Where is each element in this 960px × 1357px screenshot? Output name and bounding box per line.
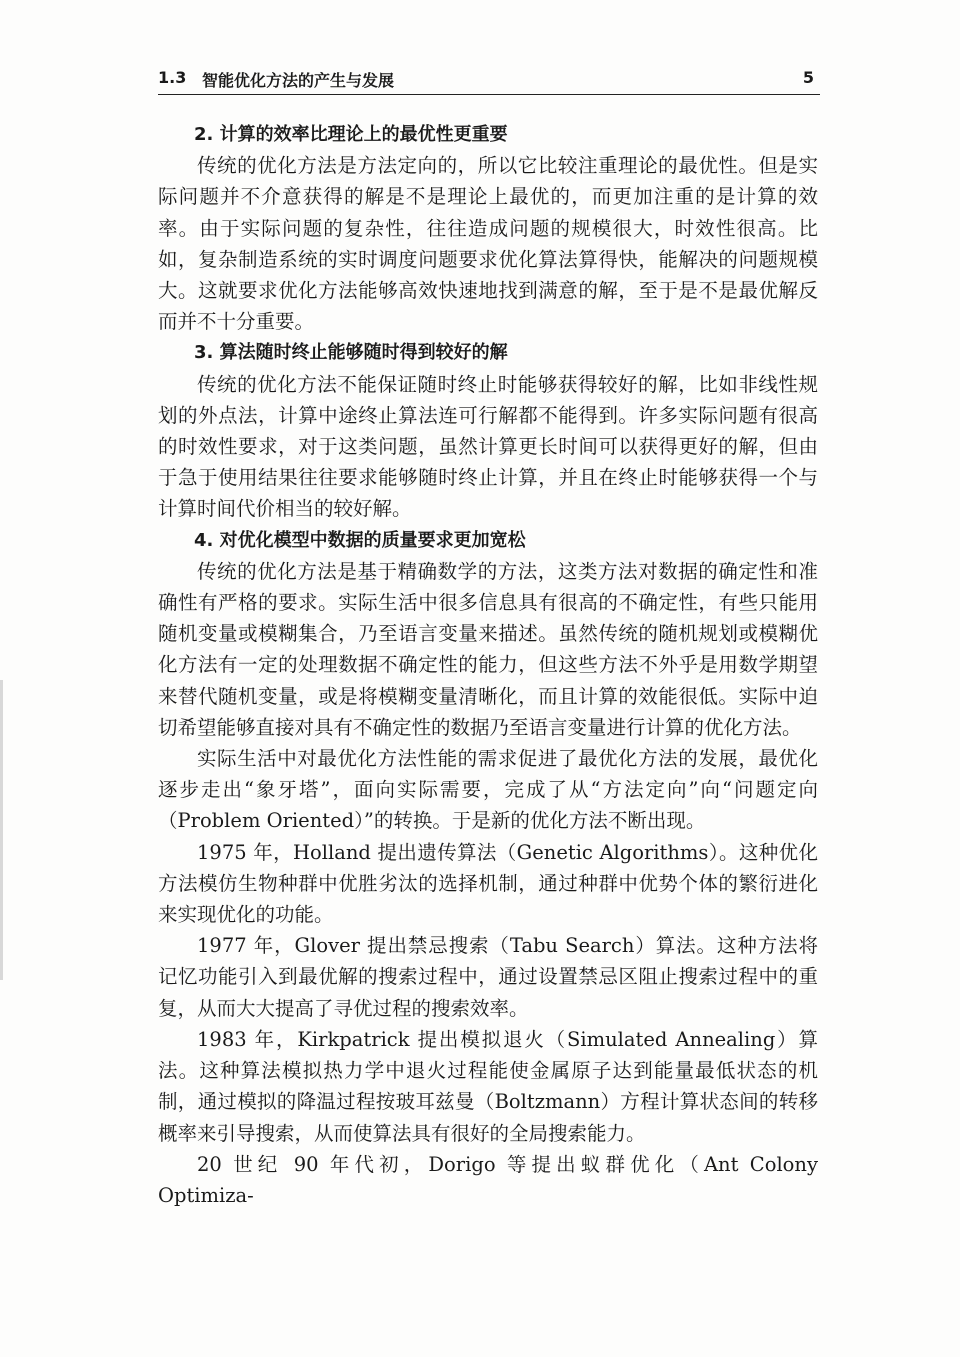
paragraph-ant-colony: 20 世纪 90 年代初，Dorigo 等提出蚁群优化（Ant Colony Optimiza- bbox=[158, 1152, 818, 1207]
paragraph-tabu-search: 1977 年，Glover 提出禁忌搜索（Tabu Search）算法。这种方法将记忆功能引入到最优解的搜索过程中，通过设置禁忌区阻止搜索过程中的重复，从而大大提高了寻优过程的搜索效率。 bbox=[158, 934, 818, 1020]
subheading-efficiency: 2. 计算的效率比理论上的最优性更重要 bbox=[194, 124, 508, 145]
paragraph: 传统的优化方法不能保证随时终止时能够获得较好的解，比如非线性规划的外点法，计算中途终止算法连可行解都不能得到。许多实际问题有很高的时效性要求，对于这类问题，虽然计算更长时间可以获得更好的解，但由于急于使用结果往往要求能够随时终止计算，并且在终止时能够获得一个与计算时间代价相当的较好解。 bbox=[158, 372, 818, 521]
subheading-data-quality: 4. 对优化模型中数据的质量要求更加宽松 bbox=[194, 529, 526, 551]
section-title: 智能优化方法的产生与发展 bbox=[202, 71, 395, 90]
subheading-anytime-termination: 3. 算法随时终止能够随时得到较好的解 bbox=[194, 342, 508, 364]
paragraph-simulated-annealing: 1983 年，Kirkpatrick 提出模拟退火（Simulated Annealing）算法。这种算法模拟热力学中退火过程能使金属原子达到能量最低状态的机制，通过模拟的降温过程按玻耳兹曼（Boltzmann）方程计算状态间的转移概率来引导搜索，从而使算法具有很好的全局搜索能力。 bbox=[158, 1027, 818, 1145]
running-header bbox=[158, 66, 820, 95]
paragraph: 实际生活中对最优化方法性能的需求促进了最优化方法的发展，最优化逐步走出“象牙塔”，面向实际需要，完成了从“方法定向”向“问题定向（Problem Oriented）”的转换。于是新的优化方法不断出现。 bbox=[158, 747, 818, 833]
page-number: 5 bbox=[802, 68, 814, 87]
paragraph: 传统的优化方法是方法定向的，所以它比较注重理论的最优性。但是实际问题并不介意获得的解是不是理论上最优的，而更加注重的是计算的效率。由于实际问题的复杂性，往往造成问题的规模很大，时效性很高。比如，复杂制造系统的实时调度问题要求优化算法算得快，能解决的问题规模大。这就要求优化方法能够高效快速地找到满意的解，至于是不是最优解反而并不十分重要。 bbox=[158, 154, 818, 334]
scan-edge-shadow bbox=[0, 680, 3, 980]
paragraph-genetic-algorithms: 1975 年，Holland 提出遗传算法（Genetic Algorithms）。这种优化方法模仿生物种群中优胜劣汰的选择机制，通过种群中优势个体的繁衍进化来实现优化的功能。 bbox=[158, 840, 818, 927]
paragraph: 传统的优化方法是基于精确数学的方法，这类方法对数据的确定性和准确性有严格的要求。实际生活中很多信息具有很高的不确定性，有些只能用随机变量或模糊集合，乃至语言变量来描述。虽然传统的随机规划或模糊优化方法有一定的处理数据不确定性的能力，但这些方法不外乎是用数学期望来替代随机变量，或是将模糊变量清晰化，而且计算的效能很低。实际中迫切希望能够直接对具有不确定性的数据乃至语言变量进行计算的优化方法。 bbox=[158, 559, 818, 739]
section-number: 1.3 bbox=[158, 68, 187, 87]
page-body bbox=[158, 119, 818, 1211]
